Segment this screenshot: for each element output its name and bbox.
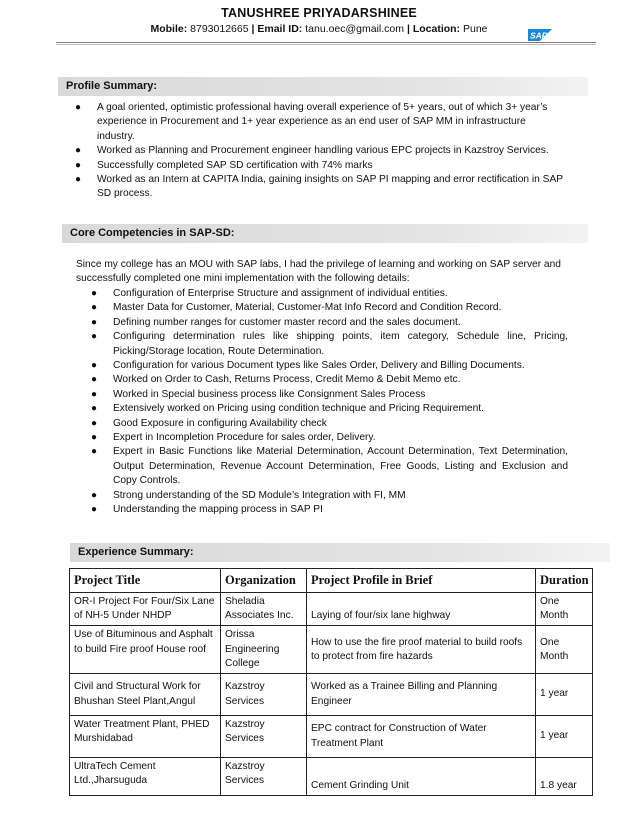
profile-summary-list [75,101,565,202]
profile-summary-heading: Profile Summary: [58,77,588,96]
table-cell: Water Treatment Plant, PHED Murshidabad [70,716,221,758]
table-cell: EPC contract for Construction of Water Treatment Plant [307,716,536,758]
list-item: ● Expert in Basic Functions like Material Determination, Account Determination, Text Determination, Output Determination, Revenue Account Determination, Free Goods, Listing and Exclusion and Copy Controls. [91,446,568,487]
separator: | [406,23,410,35]
core-competencies-list [91,287,568,518]
table-cell: Orissa Engineering College [221,626,307,674]
table-cell: 1 year [536,674,593,716]
list-item: ● Successfully completed SAP SD certification with 74% marks [75,159,373,171]
table-cell: One Month [536,593,593,626]
table-row [70,674,593,716]
column-header: Duration [536,569,593,593]
list-item: ● Configuring determination rules like shipping points, item category, Schedule line, Pricing, Picking/Storage location, Route Determination. [91,331,568,357]
header-divider [56,44,596,45]
core-intro: Since my college has an MOU with SAP labs, I had the privilege of learning and working on SAP server and successfully completed one mini implementation with the following details: [76,259,561,285]
email-label: Email ID: [257,23,303,35]
column-header: Organization [221,569,307,593]
core-competencies-heading: Core Competencies in SAP-SD: [62,224,588,243]
table-cell: One Month [536,626,593,674]
list-item: ● Master Data for Customer, Material, Customer-Mat Info Record and Condition Record. [91,302,502,314]
list-item: ● Worked as Planning and Procurement engineer handling various EPC projects in Kazstroy Services. [75,145,549,157]
experience-summary-heading: Experience Summary: [70,543,610,562]
table-cell: Cement Grinding Unit [307,758,536,796]
table-row [70,626,593,674]
table-cell: Worked as a Trainee Billing and Planning Engineer [307,674,536,716]
sap-logo-icon [528,29,552,41]
experience-table [69,568,593,796]
candidate-name: TANUSHREE PRIYADARSHINEE [221,6,417,20]
table-cell: Kazstroy Services [221,758,307,796]
location-value: Pune [462,23,488,35]
table-header-row [70,569,593,593]
list-item: ● Good Exposure in configuring Availability check [91,417,327,429]
table-cell: Sheladia Associates Inc. [221,593,307,626]
list-item: ● Configuration of Enterprise Structure and assignment of individual entities. [91,288,448,299]
list-item: ● A goal oriented, optimistic professional having overall experience of 5+ years, out of which 3+ year’s experience in Procurement and 1+ year experience as an end user of SAP MM in infrastructure industry. [75,102,548,142]
table-cell: Laying of four/six lane highway [307,593,536,626]
svg-text:SAP: SAP [530,30,548,41]
table-row [70,758,593,796]
list-item: ● Extensively worked on Pricing using condition technique and Pricing Requirement. [91,403,484,415]
table-cell: Kazstroy Services [221,674,307,716]
column-header: Project Title [70,569,221,593]
mobile-value: 8793012665 [190,23,249,35]
table-cell: Kazstroy Services [221,716,307,758]
mobile-label: Mobile: [150,23,188,35]
list-item: ● Configuration for various Document types like Sales Order, Delivery and Billing Documents. [91,360,525,372]
table-cell: OR-I Project For Four/Six Lane of NH-5 Under NHDP [70,593,221,626]
table-row [70,593,593,626]
location-label: Location: [412,23,461,35]
table-row [70,716,593,758]
list-item: ● Worked on Order to Cash, Returns Process, Credit Memo & Debit Memo etc. [91,374,461,386]
list-item: ● Understanding the mapping process in SAP PI [91,504,323,516]
table-cell: UltraTech Cement Ltd.,Jharsuguda [70,758,221,796]
table-cell: Civil and Structural Work for Bhushan Steel Plant,Angul [70,674,221,716]
header-divider [56,42,596,43]
list-item: ● Defining number ranges for customer master record and the sales document. [91,316,461,328]
email-value: tanu.oec@gmail.com [305,23,405,35]
list-item: ● Worked in Special business process like Consignment Sales Process [91,388,426,400]
list-item: ● Expert in Incompletion Procedure for sales order, Delivery. [91,432,376,444]
table-cell: 1 year [536,716,593,758]
table-cell: 1.8 year [536,758,593,796]
list-item: ● Worked as an Intern at CAPITA India, gaining insights on SAP PI mapping and error rectification in SAP SD process. [75,174,563,200]
list-item: ● Strong understanding of the SD Module’s Integration with FI, MM [91,489,406,501]
separator: | [251,23,255,35]
table-cell: How to use the fire proof material to build roofs to protect from fire hazards [307,626,536,674]
column-header: Project Profile in Brief [307,569,536,593]
table-cell: Use of Bituminous and Asphalt to build Fire proof House roof [70,626,221,674]
